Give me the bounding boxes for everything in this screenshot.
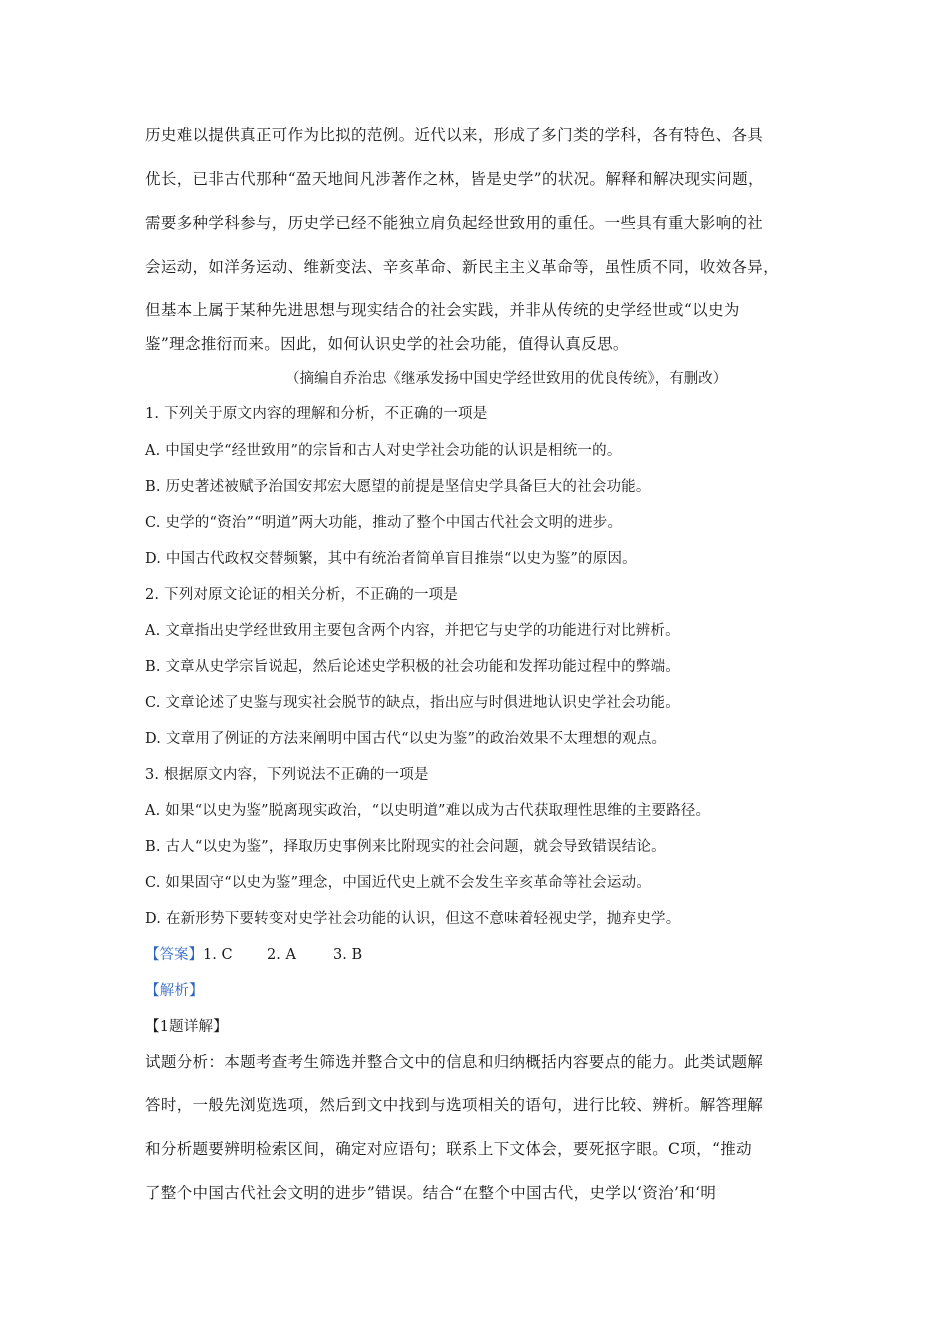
question-option: B. 文章从史学宗旨说起，然后论述史学积极的社会功能和发挥功能过程中的弊端。 — [145, 659, 680, 675]
answer-item: 3. B — [333, 947, 363, 963]
question-stem: 3. 根据原文内容，下列说法不正确的一项是 — [145, 767, 429, 783]
passage-line: 需要多种学科参与，历史学已经不能独立肩负起经世致用的重任。一些具有重大影响的社 — [145, 214, 764, 232]
question-option: D. 文章用了例证的方法来阐明中国古代“以史为鉴”的政治效果不太理想的观点。 — [145, 731, 667, 747]
answer-item: 1. C — [203, 947, 233, 963]
analysis-line: 答时，一般先浏览选项，然后到文中找到与选项相关的语句，进行比较、辨析。解答理解 — [145, 1096, 764, 1114]
analysis-label: 【解析】 — [145, 983, 204, 999]
question-option: D. 中国古代政权交替频繁，其中有统治者简单盲目推崇“以史为鉴”的原因。 — [145, 551, 637, 567]
question-stem: 2. 下列对原文论证的相关分析，不正确的一项是 — [145, 587, 459, 603]
question-option: B. 古人“以史为鉴”，择取历史事例来比附现实的社会问题，就会导致错误结论。 — [145, 839, 666, 855]
question-option: A. 文章指出史学经世致用主要包含两个内容，并把它与史学的功能进行对比辨析。 — [145, 623, 680, 639]
question-option: A. 如果“以史为鉴”脱离现实政治，“以史明道”难以成为古代获取理性思维的主要路径。 — [145, 803, 711, 819]
passage-line: 优长，已非古代那种“盈天地间凡涉著作之林，皆是史学”的状况。解释和解决现实问题， — [145, 170, 764, 188]
passage-line: 但基本上属于某种先进思想与现实结合的社会实践，并非从传统的史学经世或“以史为 — [145, 301, 740, 319]
passage-source: （摘编自乔治忠《继承发扬中国史学经世致用的优良传统》，有删改） — [285, 371, 728, 387]
question-option: B. 历史著述被赋予治国安邦宏大愿望的前提是坚信史学具备巨大的社会功能。 — [145, 479, 651, 495]
analysis-line: 试题分析：本题考查考生筛选并整合文中的信息和归纳概括内容要点的能力。此类试题解 — [145, 1053, 764, 1071]
passage-line: 历史难以提供真正可作为比拟的范例。近代以来，形成了多门类的学科，各有特色、各具 — [145, 126, 764, 144]
answer-row — [145, 945, 362, 965]
analysis-line: 和分析题要辨明检索区间，确定对应语句；联系上下文体会，要死抠字眼。C项，“推动 — [145, 1140, 752, 1158]
question-option: C. 如果固守“以史为鉴”理念，中国近代史上就不会发生辛亥革命等社会运动。 — [145, 875, 652, 891]
question-stem: 1. 下列关于原文内容的理解和分析，不正确的一项是 — [145, 406, 488, 422]
answer-label: 【答案】 — [145, 947, 203, 963]
passage-line: 会运动，如洋务运动、维新变法、辛亥革命、新民主主义革命等，虽性质不同，收效各异， — [145, 258, 780, 276]
analysis-subheading: 【1题详解】 — [145, 1019, 228, 1035]
passage-line: 鉴”理念推衍而来。因此，如何认识史学的社会功能，值得认真反思。 — [145, 335, 629, 353]
question-option: C. 史学的“资治”“明道”两大功能，推动了整个中国古代社会文明的进步。 — [145, 515, 623, 531]
question-option: A. 中国史学“经世致用”的宗旨和古人对史学社会功能的认识是相统一的。 — [145, 443, 622, 459]
answer-item: 2. A — [267, 947, 296, 963]
question-option: C. 文章论述了史鉴与现实社会脱节的缺点，指出应与时俱进地认识史学社会功能。 — [145, 695, 680, 711]
analysis-line: 了整个中国古代社会文明的进步”错误。结合“在整个中国古代，史学以‘资治’和‘明 — [145, 1184, 717, 1202]
question-option: D. 在新形势下要转变对史学社会功能的认识，但这不意味着轻视史学，抛弃史学。 — [145, 911, 681, 927]
